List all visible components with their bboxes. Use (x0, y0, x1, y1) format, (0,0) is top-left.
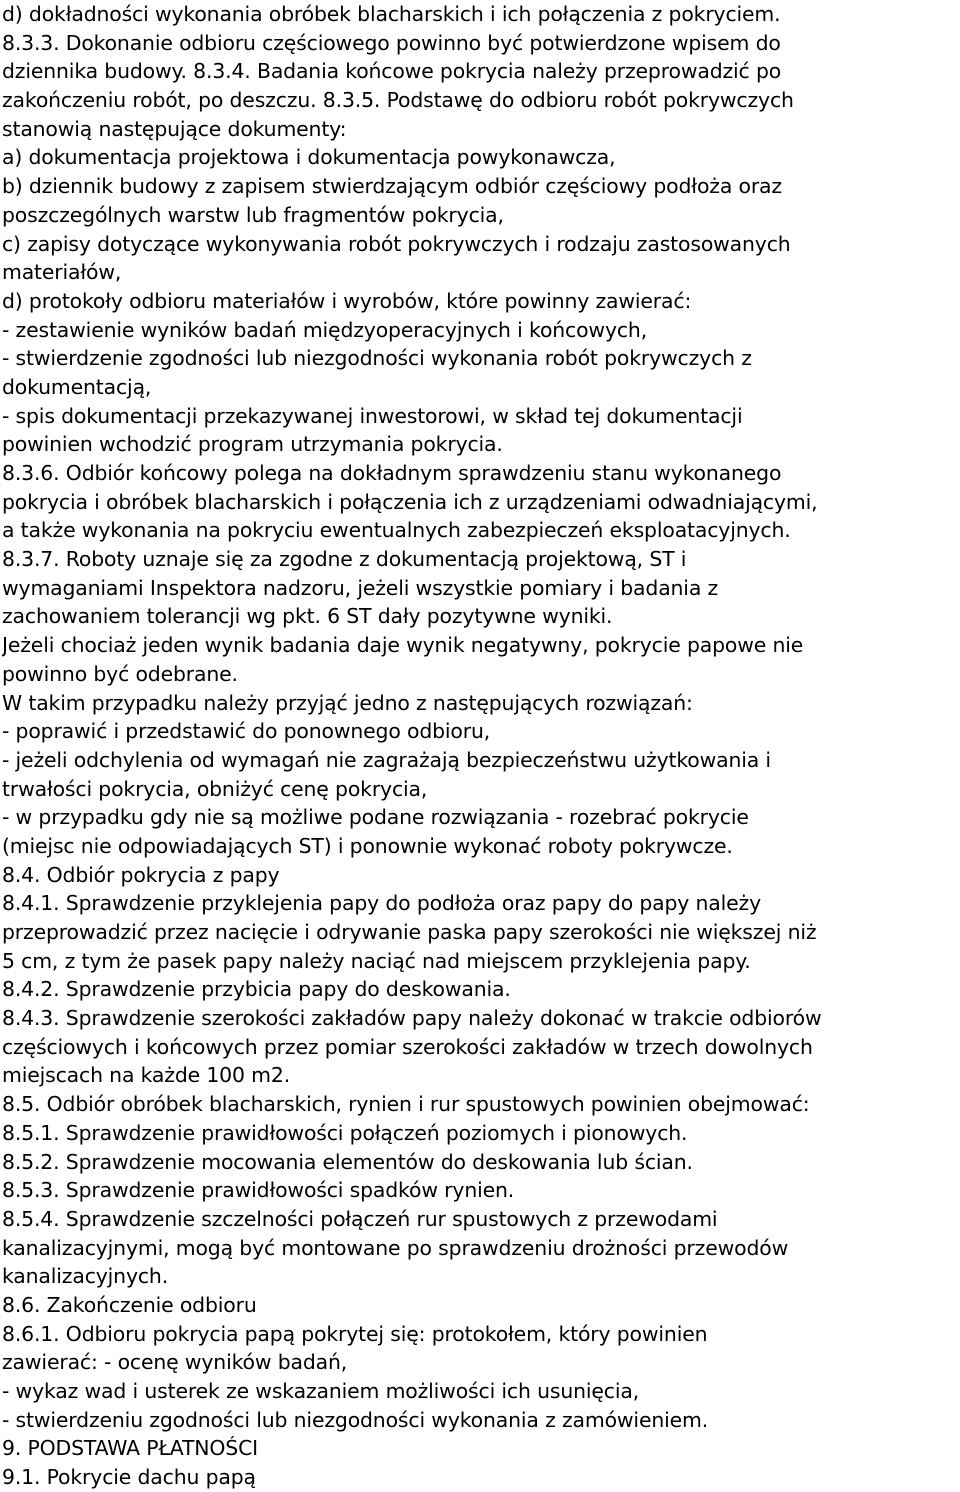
text-line: - wykaz wad i usterek ze wskazaniem możliwości ich usunięcia, (2, 1379, 640, 1403)
text-line: pokrycia i obróbek blacharskich i połączenia ich z urządzeniami odwadniającymi, (2, 489, 818, 514)
text-line: 8.4. Odbiór pokrycia z papy (2, 862, 280, 887)
text-line: kanalizacyjnymi, mogą być montowane po sprawdzeniu drożności przewodów (2, 1235, 789, 1260)
text-line: 8.5. Odbiór obróbek blacharskich, rynien i rur spustowych powinien obejmować: (2, 1092, 810, 1117)
text-line: przeprowadzić przez nacięcie i odrywanie paska papy szerokości nie większej niż (2, 920, 817, 944)
text-line: - w przypadku gdy nie są możliwe podane rozwiązania - rozebrać pokrycie (2, 805, 749, 830)
document-body (2, 0, 956, 1492)
text-line: c) zapisy dotyczące wykonywania robót pokrywczych i rodzaju zastosowanych (2, 231, 791, 256)
text-line: 8.5.3. Sprawdzenie prawidłowości spadków rynien. (2, 1178, 515, 1203)
text-line: 8.5.1. Sprawdzenie prawidłowości połączeń poziomych i pionowych. (2, 1120, 688, 1145)
text-line: - jeżeli odchylenia od wymagań nie zagrażają bezpieczeństwu użytkowania i (2, 747, 771, 772)
text-line: stanowią następujące dokumenty: (2, 116, 347, 141)
text-line: trwałości pokrycia, obniżyć cenę pokrycia, (2, 776, 428, 801)
text-line: powinien wchodzić program utrzymania pokrycia. (2, 432, 503, 457)
text-line: a także wykonania na pokryciu ewentualnych zabezpieczeń eksploatacyjnych. (2, 518, 791, 543)
text-line: - stwierdzenie zgodności lub niezgodności wykonania robót pokrywczych z (2, 346, 752, 371)
text-line: materiałów, (2, 260, 122, 285)
text-line: zawierać: - ocenę wyników badań, (2, 1350, 348, 1375)
text-line: 8.5.2. Sprawdzenie mocowania elementów do deskowania lub ścian. (2, 1149, 693, 1174)
text-line: 8.3.6. Odbiór końcowy polega na dokładnym sprawdzeniu stanu wykonanego (2, 461, 782, 485)
text-line: zachowaniem tolerancji wg pkt. 6 ST dały pozytywne wyniki. (2, 604, 613, 629)
text-line: 8.3.7. Roboty uznaje się za zgodne z dokumentacją projektową, ST i (2, 547, 687, 572)
text-line: 8.3.3. Dokonanie odbioru częściowego powinno być potwierdzone wpisem do (2, 30, 781, 55)
text-line: miejscach na każde 100 m2. (2, 1063, 291, 1088)
text-line: 8.4.1. Sprawdzenie przyklejenia papy do podłoża oraz papy do papy należy (2, 891, 762, 916)
text-line: 9. PODSTAWA PŁATNOŚCI (2, 1436, 259, 1461)
text-line: poszczególnych warstw lub fragmentów pokrycia, (2, 202, 504, 227)
text-line: 8.4.2. Sprawdzenie przybicia papy do deskowania. (2, 977, 511, 1002)
text-line: zakończeniu robót, po deszczu. 8.3.5. Podstawę do odbioru robót pokrywczych (2, 88, 794, 113)
text-line: 5 cm, z tym że pasek papy należy naciąć nad miejscem przyklejenia papy. (2, 948, 751, 973)
text-line: kanalizacyjnych. (2, 1264, 169, 1289)
text-line: 9.1. Pokrycie dachu papą (2, 1465, 256, 1490)
text-line: 8.6.1. Odbioru pokrycia papą pokrytej się: protokołem, który powinien (2, 1321, 708, 1346)
text-line: d) dokładności wykonania obróbek blacharskich i ich połączenia z pokryciem. (2, 2, 781, 26)
text-line: - poprawić i przedstawić do ponownego odbioru, (2, 719, 491, 744)
text-line: (miejsc nie odpowiadających ST) i ponownie wykonać roboty pokrywcze. (2, 833, 733, 858)
text-line: d) protokoły odbioru materiałów i wyrobów, które powinny zawierać: (2, 288, 692, 313)
text-line: powinno być odebrane. (2, 661, 238, 686)
text-line: częściowych i końcowych przez pomiar szerokości zakładów w trzech dowolnych (2, 1034, 813, 1059)
text-line: 8.5.4. Sprawdzenie szczelności połączeń rur spustowych z przewodami (2, 1206, 718, 1231)
text-line: b) dziennik budowy z zapisem stwierdzającym odbiór częściowy podłoża oraz (2, 174, 782, 199)
text-line: - spis dokumentacji przekazywanej inwestorowi, w skład tej dokumentacji (2, 403, 743, 428)
text-line: Jeżeli chociaż jeden wynik badania daje wynik negatywny, pokrycie papowe nie (2, 633, 804, 658)
text-line: - zestawienie wyników badań międzyoperacyjnych i końcowych, (2, 317, 648, 342)
text-line: dziennika budowy. 8.3.4. Badania końcowe pokrycia należy przeprowadzić po (2, 59, 782, 84)
text-line: - stwierdzeniu zgodności lub niezgodności wykonania z zamówieniem. (2, 1407, 709, 1432)
text-line: W takim przypadku należy przyjąć jedno z następujących rozwiązań: (2, 690, 693, 715)
text-line: wymaganiami Inspektora nadzoru, jeżeli wszystkie pomiary i badania z (2, 575, 719, 600)
text-line: a) dokumentacja projektowa i dokumentacja powykonawcza, (2, 145, 616, 170)
text-line: 8.4.3. Sprawdzenie szerokości zakładów papy należy dokonać w trakcie odbiorów (2, 1006, 822, 1031)
text-line: dokumentacją, (2, 374, 152, 399)
text-line: 8.6. Zakończenie odbioru (2, 1292, 257, 1317)
